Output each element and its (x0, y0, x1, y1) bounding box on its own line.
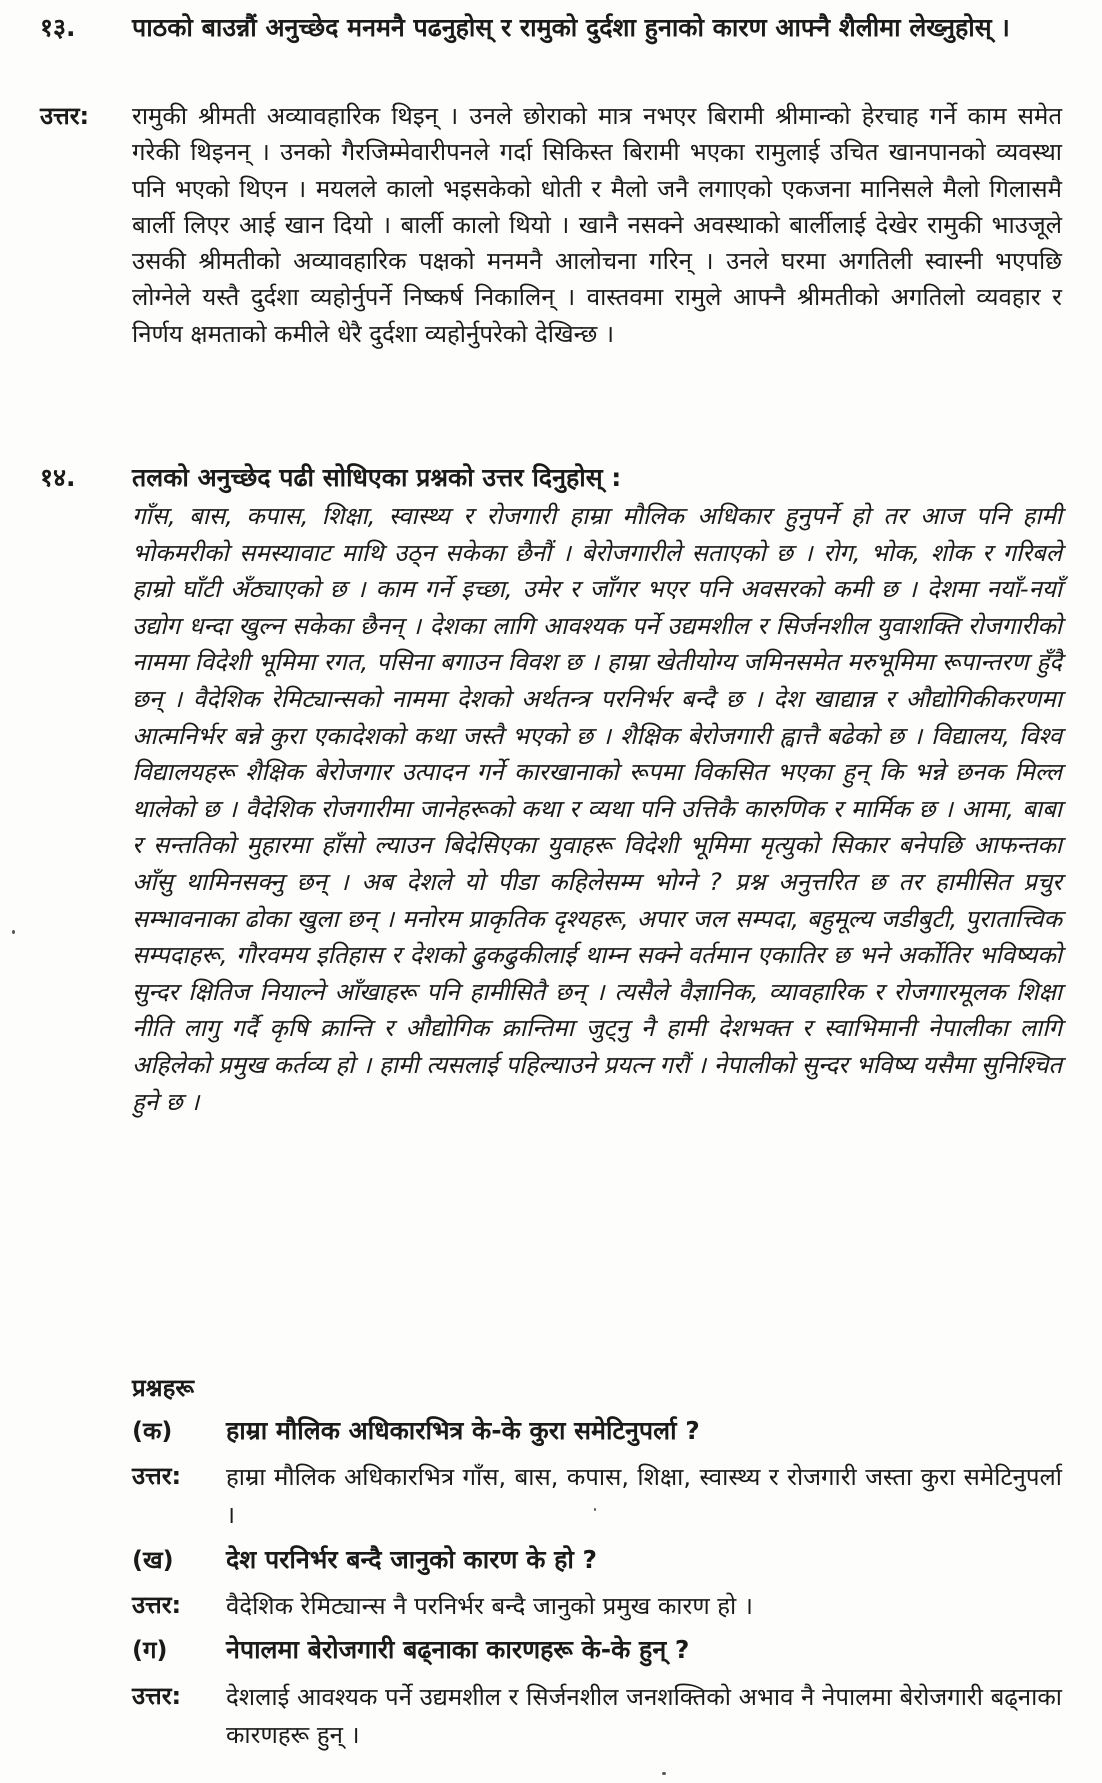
scan-speck (662, 1772, 666, 1775)
question-13-text: पाठको बाउन्नौं अनुच्छेद मनमनै पढनुहोस् र रामुको दुर्दशा हुनाको कारण आफ्नै शैलीमा लेख्नुहोस् । (132, 13, 1010, 42)
subquestion-kha-answer-label: उत्तर: (132, 1591, 182, 1619)
question-14-number: १४. (40, 463, 76, 492)
subquestion-kha-text: देश परनिर्भर बन्दै जानुको कारण के हो ? (226, 1545, 598, 1574)
questions-heading: प्रश्नहरू (132, 1374, 195, 1402)
question-14-passage: गाँस, बास, कपास, शिक्षा, स्वास्थ्य र रोजगारी हाम्रा मौलिक अधिकार हुनुपर्ने हो तर आज पनि हामी भोकमरीको समस्यावाट माथि उठ्न सकेका छैनौं । बेरोजगारीले सताएको छ । रोग, भोक, शोक र गरिबले हाम्रो घाँटी अँठ्याएको छ । काम गर्ने इच्छा, उमेर र जाँगर भएर पनि अवसरको कमी छ । देशमा नयाँ-नयाँ उद्योग धन्दा खुल्न सकेका छैनन् । देशका लागि आवश्यक पर्ने उद्यमशील र सिर्जनशील युवाशक्ति रोजगारीको नाममा विदेशी भूमिमा रगत, पसिना बगाउन विवश छ । हाम्रा खेतीयोग्य जमिनसमेत मरुभूमिमा रूपान्तरण हुँदै छन् । वैदेशिक रेमिट्यान्सको नाममा देशको अर्थतन्त्र परनिर्भर बन्दै छ । देश खाद्यान्न र औद्योगिकीकरणमा आत्मनिर्भर बन्ने कुरा एकादेशको कथा जस्तै भएको छ । शैक्षिक बेरोजगारी ह्वात्तै बढेको छ । विद्यालय, विश्व विद्यालयहरू शैक्षिक बेरोजगार उत्पादन गर्ने कारखानाको रूपमा विकसित भएका हुन् कि भन्ने छनक मिल्ल थालेको छ । वैदेशिक रोजगारीमा जानेहरूको कथा र व्यथा पनि उत्तिकै कारुणिक र मार्मिक छ । आमा, बाबा र सन्ततिको मुहारमा हाँसो ल्याउन बिदेसिएका युवाहरू विदेशी भूमिमा मृत्युको सिकार बनेपछि आफन्तका आँसु थामिनसक्नु छन् । अब देशले यो पीडा कहिलेसम्म भोग्ने ? प्रश्न अनुत्तरित छ तर हामीसित प्रचुर सम्भावनाका ढोका खुला छन् । मनोरम प्राकृतिक दृश्यहरू, अपार जल सम्पदा, बहुमूल्य जडीबुटी, पुरातात्त्विक सम्पदाहरू, गौरवमय इतिहास र देशको ढुकढुकीलाई थाम्न सक्ने वर्तमान एकातिर छ भने अर्कोतिर भविष्यको सुन्दर क्षितिज नियाल्ने आँखाहरू पनि हामीसितै छन् । त्यसैले वैज्ञानिक, व्यावहारिक र रोजगारमूलक शिक्षा नीति लागु गर्दै कृषि क्रान्ति र औद्योगिक क्रान्तिमा जुट्नु नै हामी देशभक्त र स्वाभिमानी नेपालीका लागि अहिलेको प्रमुख कर्तव्य हो । हामी त्यसलाई पहिल्याउने प्रयत्न गरौं । नेपालीको सुन्दर भविष्य यसैमा सुनिश्चित हुने छ । (132, 502, 1062, 1116)
scan-speck (594, 1508, 596, 1511)
subquestion-ka-answer-label: उत्तर: (132, 1462, 182, 1490)
subquestion-ga-answer-label: उत्तर: (132, 1682, 182, 1710)
scan-speck (12, 930, 15, 934)
subquestion-ka-label: (क) (132, 1417, 173, 1445)
question-13-number: १३. (40, 13, 76, 42)
subquestion-ga-label: (ग) (132, 1636, 168, 1664)
subquestion-ga-answer: देशलाई आवश्यक पर्ने उद्यमशील र सिर्जनशील जनशक्तिको अभाव नै नेपालमा बेरोजगारी बढ्नाका कारणहरू हुन् । (226, 1683, 1062, 1749)
subquestion-kha-label: (ख) (132, 1546, 174, 1574)
subquestion-ka-answer: हाम्रा मौलिक अधिकारभित्र गाँस, बास, कपास, शिक्षा, स्वास्थ्य र रोजगारी जस्ता कुरा समेटिनुपर्ला । (226, 1463, 1062, 1529)
question-13-answer: रामुकी श्रीमती अव्यावहारिक थिइन् । उनले छोराको मात्र नभएर बिरामी श्रीमान्को हेरचाह गर्ने काम समेत गरेकी थिइनन् । उनको गैरजिम्मेवारीपनले गर्दा सिकिस्त बिरामी भएका रामुलाई उचित खानपानको व्यवस्था पनि भएको थिएन । मयलले कालो भइसकेको धोती र मैलो जनै लगाएको एकजना मानिसले मैलो गिलासमै बार्ली लिएर आई खान दियो । बार्ली कालो थियो । खानै नसक्ने अवस्थाको बार्लीलाई देखेर रामुकी भाउजूले उसकी श्रीमतीको अव्यावहारिक पक्षको मनमनै आलोचना गरिन् । उनले घरमा अगतिली स्वास्नी भएपछि लोग्नेले यस्तै दुर्दशा व्यहोर्नुपर्ने निष्कर्ष निकालिन् । वास्तवमा रामुले आफ्नै श्रीमतीको अगतिलो व्यवहार र निर्णय क्षमताको कमीले धेरै दुर्दशा व्यहोर्नुपरेको देखिन्छ । (132, 102, 1062, 348)
question-13-answer-label: उत्तर: (40, 102, 90, 130)
subquestion-kha-answer: वैदेशिक रेमिट्यान्स नै परनिर्भर बन्दै जानुको प्रमुख कारण हो । (226, 1592, 753, 1620)
subquestion-ka-text: हाम्रा मौलिक अधिकारभित्र के-के कुरा समेटिनुपर्ला ? (226, 1416, 700, 1445)
question-14-text: तलको अनुच्छेद पढी सोधिएका प्रश्नको उत्तर दिनुहोस् : (132, 463, 622, 492)
subquestion-ga-text: नेपालमा बेरोजगारी बढ्नाका कारणहरू के-के हुन् ? (226, 1635, 690, 1664)
